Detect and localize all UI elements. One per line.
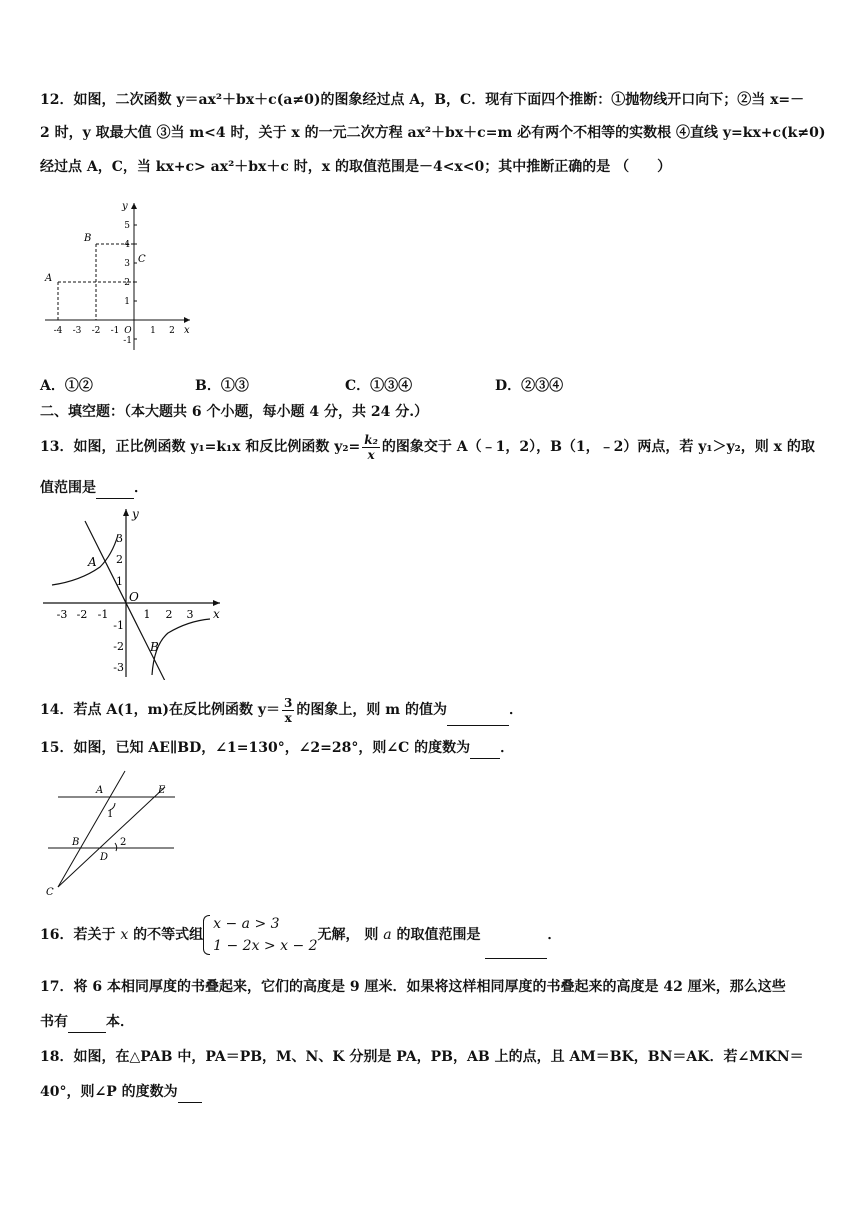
q13-ytick: -1 xyxy=(113,619,124,632)
q13-axis-x: x xyxy=(213,607,220,621)
q13-fraction xyxy=(362,433,380,462)
q14-text-post: 的图象上，则 m 的值为 xyxy=(296,702,447,718)
q13-answer-blank[interactable] xyxy=(96,478,134,499)
q12-xtick: 1 xyxy=(150,326,156,336)
q16-text-pre: 16．若关于 xyxy=(40,927,116,943)
q16-var-a: a xyxy=(383,927,392,943)
q18-answer-blank[interactable] xyxy=(178,1082,202,1103)
q12-ytick: 3 xyxy=(124,259,130,269)
q18-line1: 18．如图，在△PAB 中，PA＝PB，M、N、K 分别是 PA，PB，AB 上的点，且 AM＝BK，BN＝AK．若∠MKN＝ xyxy=(40,1049,804,1065)
q12-option-a[interactable]: A．①② xyxy=(40,378,93,394)
q18-line2 xyxy=(40,1082,202,1103)
q12-ytick: 4 xyxy=(124,240,130,250)
q12-xtick: -1 xyxy=(110,326,120,336)
q13-point-a: A xyxy=(88,555,97,569)
q13-xtick: 2 xyxy=(165,608,173,621)
q12-axis-y: y xyxy=(122,201,128,212)
q15-label-angle2: 2 xyxy=(120,837,127,848)
q12-option-d[interactable]: D．②③④ xyxy=(495,378,564,394)
q12-ytick: 1 xyxy=(124,297,130,307)
q16-inequality-system xyxy=(203,913,317,957)
q13-xtick: -1 xyxy=(97,608,109,621)
q14-frac-num: 3 xyxy=(284,695,293,710)
q14-text-pre: 14．若点 A(1，m)在反比例函数 y＝ xyxy=(40,702,281,718)
q12-xtick: 2 xyxy=(169,326,175,336)
q13-line2 xyxy=(40,478,148,499)
q16-var-x: x xyxy=(120,927,129,943)
q13-line2-text: 值范围是 xyxy=(40,480,96,496)
q13-ytick: 3 xyxy=(116,532,123,545)
q14-line xyxy=(40,695,523,726)
q16-end: ． xyxy=(547,927,562,943)
q16-answer-blank[interactable] xyxy=(485,912,547,959)
section-2-heading: 二、填空题：（本大题共 6 个小题，每小题 4 分，共 24 分.） xyxy=(40,404,429,420)
q14-end: ． xyxy=(508,702,523,718)
q13-xtick: -2 xyxy=(76,608,88,621)
q14-answer-blank[interactable] xyxy=(447,695,509,726)
q12-ytick: 5 xyxy=(124,221,130,231)
q16-text-post2: 的取值范围是 xyxy=(396,927,481,943)
q13-xtick: 1 xyxy=(143,608,151,621)
q15-label-angle1: 1 xyxy=(107,809,114,820)
q13-xtick: 3 xyxy=(186,608,194,621)
q13-xtick: -3 xyxy=(56,608,68,621)
q13-graph xyxy=(40,505,225,680)
q12-line2: 2 时，y 取最大值 ③当 m<4 时，关于 x 的一元二次方程 ax²＋bx＋c=m 必有两个不相等的实数根 ④直线 y=kx+c(k≠0) xyxy=(40,125,826,141)
q13-frac-num: k₂ xyxy=(364,432,378,447)
q15-label-c: C xyxy=(46,887,54,898)
q13-ytick: -2 xyxy=(113,640,124,653)
q12-xtick: -2 xyxy=(91,326,101,336)
q12-graph xyxy=(40,195,210,355)
q12-origin: O xyxy=(124,326,132,336)
q12-xtick: -4 xyxy=(53,326,63,336)
q15-label-a: A xyxy=(96,785,104,796)
q17-line2-post: 本． xyxy=(106,1014,134,1030)
q12-option-b[interactable]: B．①③ xyxy=(195,378,249,394)
q13-axis-y: y xyxy=(132,507,139,521)
q18-line2-text: 40°，则∠P 的度数为 xyxy=(40,1084,178,1100)
q17-line2-pre: 书有 xyxy=(40,1014,68,1030)
q16-text-mid: 的不等式组 xyxy=(133,927,204,943)
q12-point-b: B xyxy=(84,233,92,244)
q12-xtick: -3 xyxy=(72,326,82,336)
q12-ytick: -1 xyxy=(123,336,132,346)
q15-answer-blank[interactable] xyxy=(470,738,500,759)
q15-end: ． xyxy=(500,740,515,756)
q13-line2-end: ． xyxy=(134,480,148,496)
q13-point-b: B xyxy=(150,640,159,654)
q13-text-pre: 13．如图，正比例函数 y₁=k₁x 和反比例函数 y₂= xyxy=(40,439,361,455)
q12-point-a: A xyxy=(45,273,53,284)
q14-frac-den: x xyxy=(284,710,292,725)
q17-line2 xyxy=(40,1012,134,1033)
q13-line1 xyxy=(40,432,815,462)
q15-text: 15．如图，已知 AE∥BD，∠1=130°，∠2=28°，则∠C 的度数为 xyxy=(40,740,471,756)
q17-line1: 17．将 6 本相同厚度的书叠起来，它们的高度是 9 厘米．如果将这样相同厚度的书叠起来的高度是 42 厘米，那么这些 xyxy=(40,979,786,995)
q15-line xyxy=(40,738,514,759)
q13-origin: O xyxy=(129,590,139,604)
q16-ineq-1: x − a > 3 xyxy=(213,916,280,932)
q13-ytick: 1 xyxy=(116,575,123,588)
q15-label-b: B xyxy=(72,837,80,848)
q16-text-post: 无解， 则 xyxy=(317,927,379,943)
q13-ytick: 2 xyxy=(116,553,123,566)
q12-line1: 12．如图，二次函数 y＝ax²＋bx＋c(a≠0)的图象经过点 A，B，C．现有下面四个推断：①抛物线开口向下；②当 x=－ xyxy=(40,92,805,108)
q16-line xyxy=(40,912,561,959)
q15-label-d: D xyxy=(100,852,109,863)
q16-ineq-2: 1 − 2x > x − 2 xyxy=(213,938,318,954)
q15-label-e: E xyxy=(158,785,166,796)
q17-answer-blank[interactable] xyxy=(68,1012,106,1033)
q12-axis-x: x xyxy=(184,325,190,336)
q15-figure xyxy=(40,765,190,900)
q12-point-c: C xyxy=(138,254,146,265)
q13-text-post: 的图象交于 A（﹣1，2），B（1，﹣2）两点，若 y₁＞y₂，则 x 的取 xyxy=(381,439,815,455)
q12-ytick: 2 xyxy=(124,278,130,288)
q12-line3: 经过点 A，C，当 kx+c> ax²＋bx＋c 时，x 的取值范围是－4<x<0；其中推断正确的是 （ ） xyxy=(40,159,672,175)
q13-ytick: -3 xyxy=(113,661,124,674)
q14-fraction xyxy=(282,696,294,725)
q13-frac-den: x xyxy=(367,447,375,462)
q12-option-c[interactable]: C．①③④ xyxy=(345,378,413,394)
